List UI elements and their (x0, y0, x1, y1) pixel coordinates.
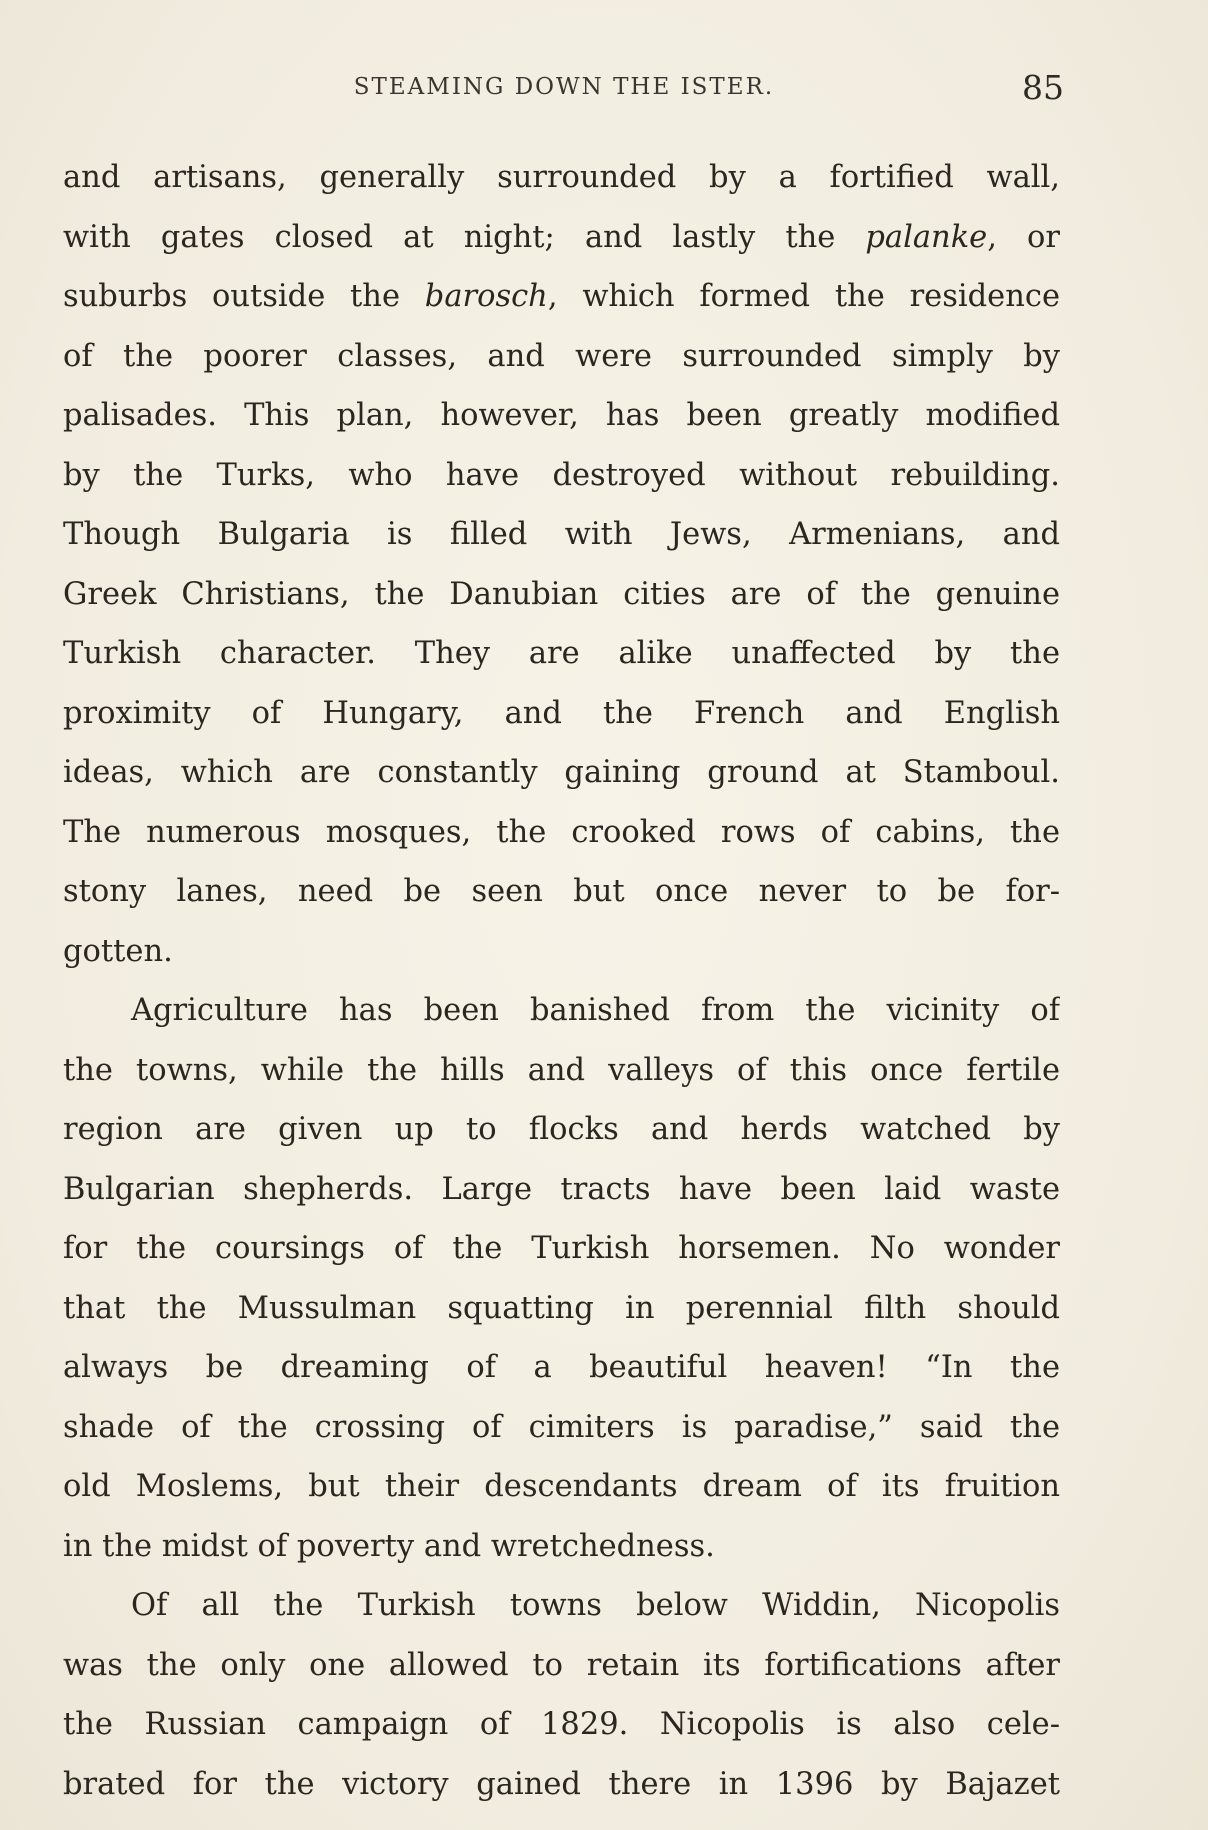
running-head (64, 68, 1064, 112)
text-line: the towns, while the hills and valleys of this once fertile (63, 1052, 1060, 1088)
text-line: in the midst of poverty and wretchedness. (63, 1528, 715, 1564)
italic-term: palanke (865, 219, 988, 255)
page-number: 85 (1022, 68, 1064, 107)
text-line: Greek Christians, the Danubian cities are of the genuine (63, 576, 1060, 612)
text-line: with gates closed at night; and lastly the palanke, or (63, 219, 1060, 255)
text-line: brated for the victory gained there in 1396 by Bajazet (63, 1766, 1060, 1802)
paragraph-start-line: Of all the Turkish towns below Widdin, Nicopolis (131, 1588, 1060, 1623)
text-line: Though Bulgaria is filled with Jews, Armenians, and (63, 517, 1060, 552)
text-line: region are given up to flocks and herds watched by (63, 1112, 1060, 1147)
body-text (63, 148, 1060, 1814)
text-line: proximity of Hungary, and the French and English (63, 695, 1060, 731)
text-line: for the coursings of the Turkish horsemen. No wonder (63, 1231, 1060, 1266)
text-line: by the Turks, who have destroyed without rebuilding. (63, 457, 1060, 493)
text-line: was the only one allowed to retain its fortifications after (63, 1647, 1060, 1683)
text-line: always be dreaming of a beautiful heaven! “In the (63, 1350, 1060, 1385)
text-line: stony lanes, need be seen but once never to be for- (63, 874, 1060, 909)
italic-term: barosch (424, 279, 548, 314)
text-line: palisades. This plan, however, has been greatly modified (63, 398, 1060, 433)
text-line: of the poorer classes, and were surrounded simply by (63, 338, 1060, 374)
text-line: that the Mussulman squatting in perennial filth should (63, 1290, 1060, 1326)
paragraph-start-line: Agriculture has been banished from the vicinity of (131, 993, 1060, 1028)
text-line: suburbs outside the barosch, which formed the residence (63, 279, 1060, 314)
text-line: Bulgarian shepherds. Large tracts have been laid waste (63, 1171, 1060, 1207)
text-line: and artisans, generally surrounded by a fortified wall, (63, 160, 1060, 195)
text-line: the Russian campaign of 1829. Nicopolis is also cele- (63, 1707, 1060, 1742)
text-line: old Moslems, but their descendants dream of its fruition (63, 1469, 1060, 1504)
text-line: gotten. (63, 933, 173, 969)
text-line: shade of the crossing of cimiters is paradise,” said the (63, 1409, 1060, 1445)
running-title: STEAMING DOWN THE ISTER. (353, 74, 775, 100)
text-line: The numerous mosques, the crooked rows of cabins, the (63, 814, 1060, 850)
text-line: Turkish character. They are alike unaffected by the (63, 636, 1060, 671)
text-line: ideas, which are constantly gaining ground at Stamboul. (63, 755, 1060, 790)
